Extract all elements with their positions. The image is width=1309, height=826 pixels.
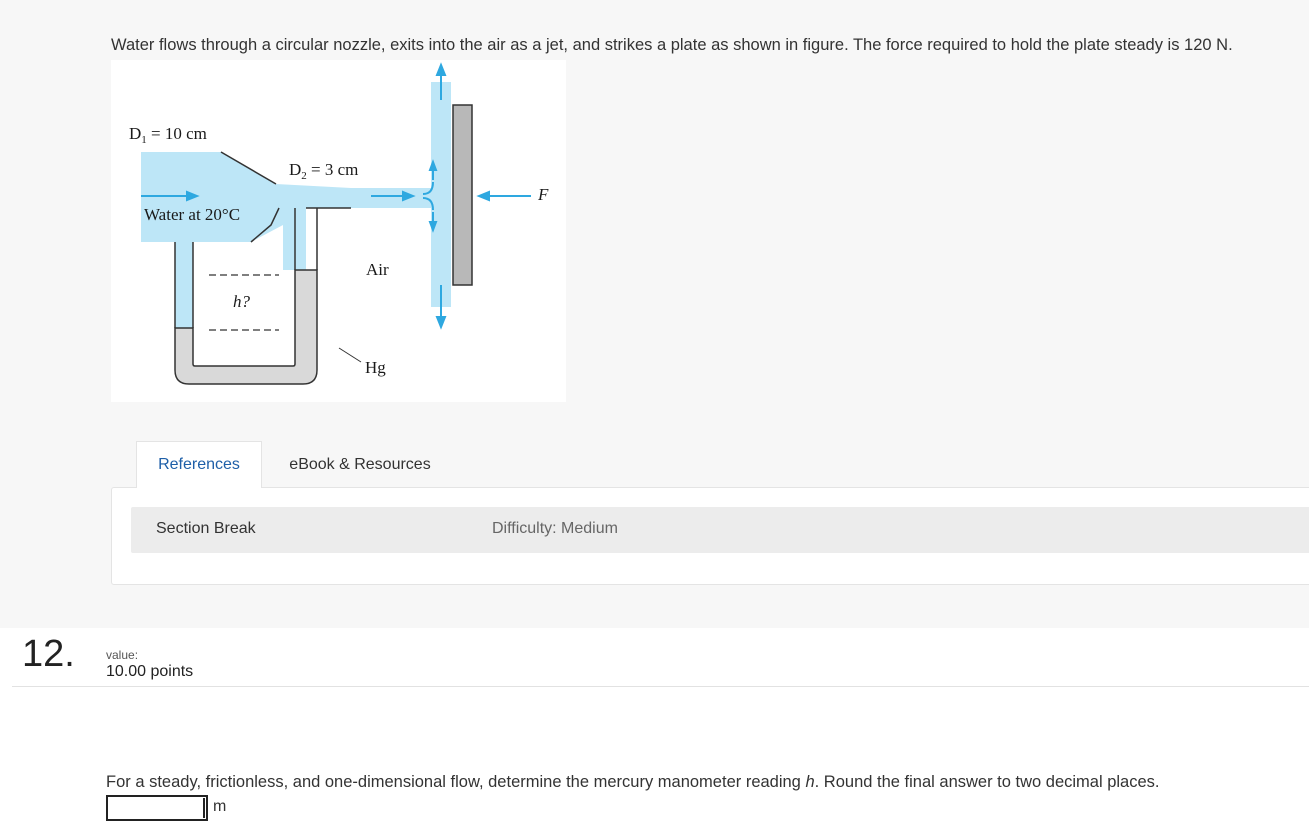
question-points: 10.00 points — [106, 663, 194, 680]
answer-input[interactable] — [106, 795, 208, 821]
svg-text:D2 = 3 cm — [289, 160, 358, 182]
water-jet — [351, 188, 431, 208]
problem-statement: Water flows through a circular nozzle, exits into the air as a jet, and strikes a plate as shown in figure. The force required to hold the plate steady is 120 N. — [111, 36, 1233, 54]
h-label: h? — [233, 292, 250, 311]
d2-subscript: 2 — [301, 170, 307, 182]
section-break-label: Section Break — [156, 520, 256, 537]
svg-text:D1 = 10 cm — [129, 124, 207, 146]
tab-ebook-resources[interactable] — [270, 441, 450, 488]
difficulty-label: Difficulty: Medium — [492, 520, 618, 537]
section-break-bar — [131, 507, 1309, 553]
d1-label: D — [129, 124, 142, 143]
value-label: value: — [106, 648, 139, 662]
unit-label: m — [213, 798, 227, 815]
d2-value: = 3 cm — [306, 160, 359, 179]
plate — [453, 105, 472, 285]
mercury-column — [175, 270, 317, 384]
text-cursor — [203, 798, 205, 818]
hg-leader-line — [339, 348, 361, 362]
d2-label: D — [289, 160, 302, 179]
d1-value: = 10 cm — [146, 124, 207, 143]
tab-references[interactable] — [136, 441, 262, 488]
divider — [12, 686, 1309, 687]
tab-references-label: References — [158, 456, 240, 473]
question-number: 12. — [22, 633, 75, 675]
water-label: Water at 20°C — [144, 205, 241, 224]
nozzle-manometer-figure — [111, 60, 566, 402]
jet-spread — [431, 82, 451, 307]
force-label: F — [538, 185, 549, 204]
air-label: Air — [366, 260, 389, 279]
hg-label: Hg — [365, 358, 386, 377]
d1-subscript: 1 — [141, 134, 147, 146]
tab-ebook-label: eBook & Resources — [289, 455, 431, 473]
question-text: For a steady, frictionless, and one-dimensional flow, determine the mercury manometer reading h. Round the final answer to two decimal places. — [106, 773, 1160, 791]
